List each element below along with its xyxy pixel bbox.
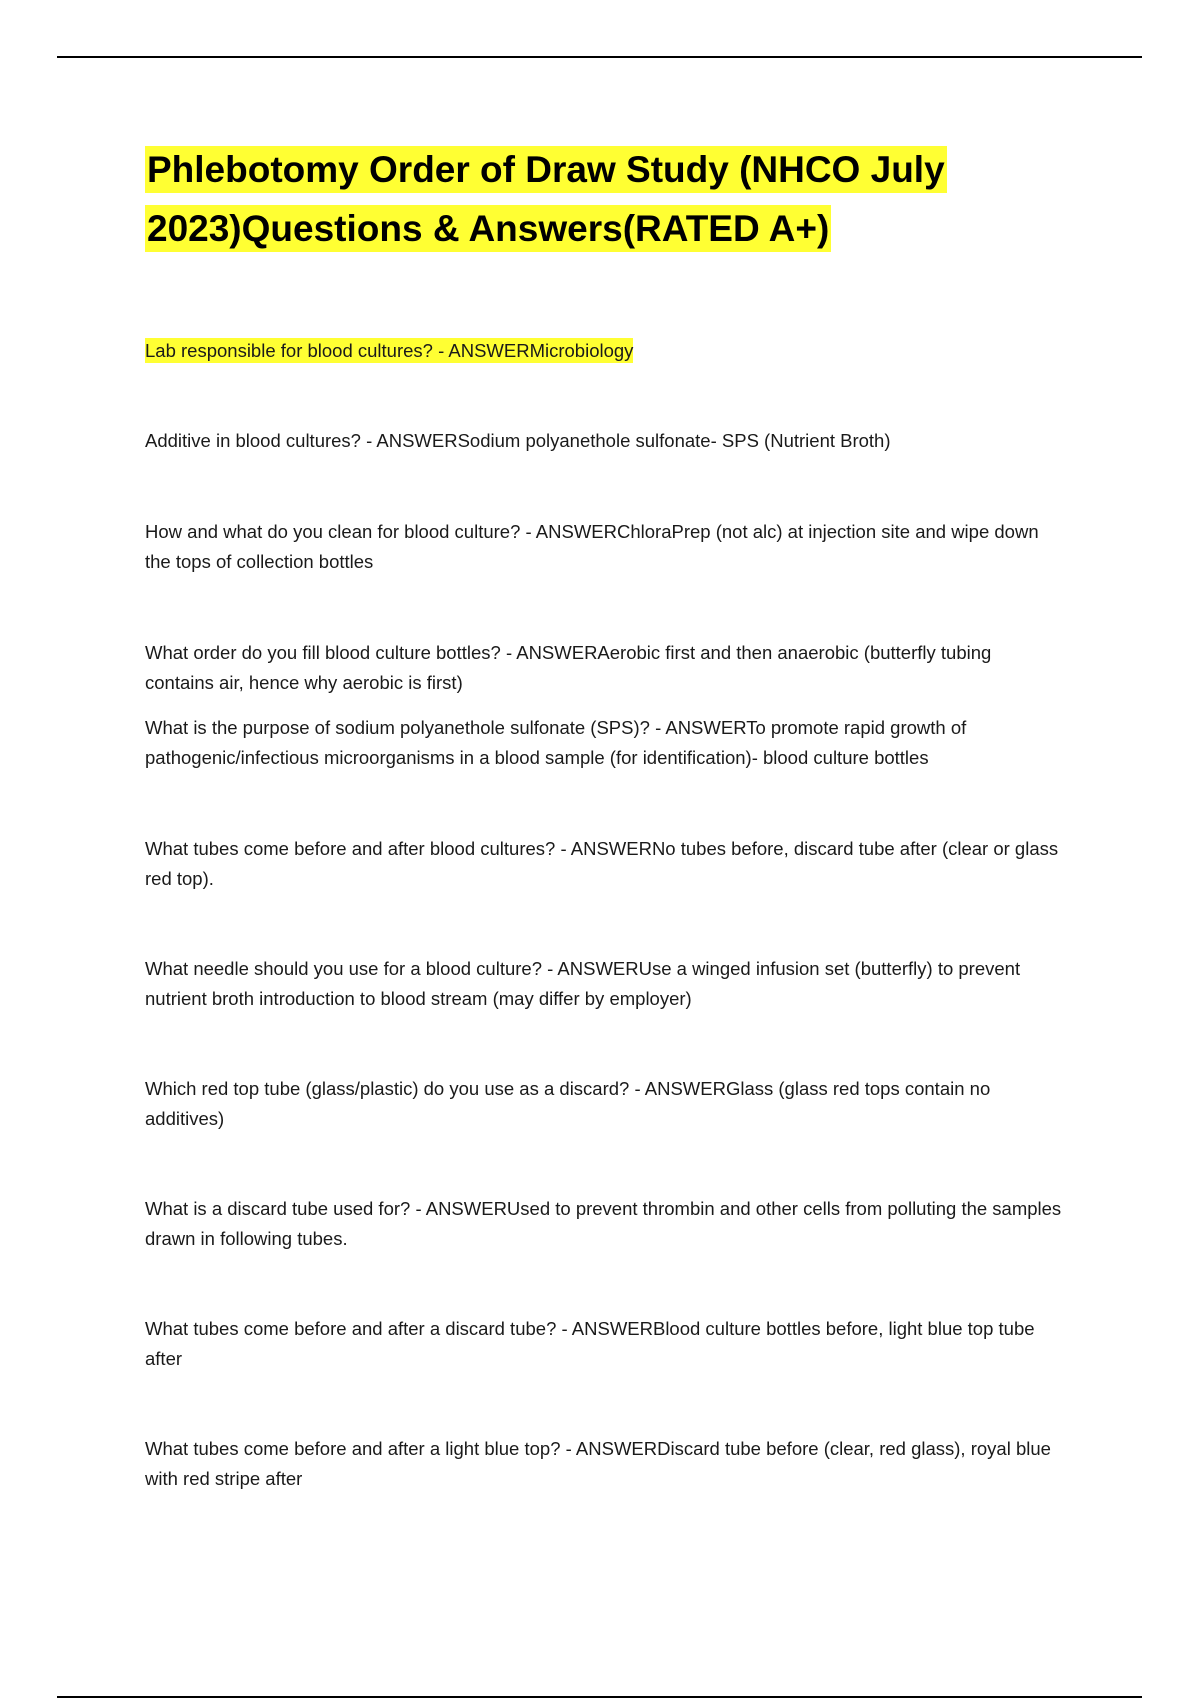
qa-item: Additive in blood cultures? - ANSWERSodium polyanethole sulfonate- SPS (Nutrient Broth) — [145, 430, 891, 451]
qa-item: What tubes come before and after blood cultures? - ANSWERNo tubes before, discard tube after (clear or glass red top). — [145, 838, 1059, 889]
qa-item: What tubes come before and after a discard tube? - ANSWERBlood culture bottles before, light blue top tube after — [145, 1318, 1035, 1369]
document-title: Phlebotomy Order of Draw Study (NHCO July 2023)Questions & Answers(RATED A+) — [145, 140, 1065, 258]
qa-list — [145, 336, 1065, 1494]
qa-item: What order do you fill blood culture bottles? - ANSWERAerobic first and then anaerobic (butterfly tubing contains air, hence why aerobic is first) — [145, 642, 992, 693]
qa-item: What needle should you use for a blood culture? - ANSWERUse a winged infusion set (butterfly) to prevent nutrient broth introduction to blood stream (may differ by employer) — [145, 958, 1021, 1009]
qa-item: What is a discard tube used for? - ANSWERUsed to prevent thrombin and other cells from polluting the samples drawn in following tubes. — [145, 1198, 1062, 1249]
qa-item: Lab responsible for blood cultures? - ANSWERMicrobiology — [145, 340, 634, 361]
bottom-divider — [57, 1696, 1142, 1698]
top-divider — [57, 56, 1142, 58]
qa-item: What is the purpose of sodium polyanethole sulfonate (SPS)? - ANSWERTo promote rapid growth of pathogenic/infectious microorganisms in a blood sample (for identification)- blood culture bottles — [145, 717, 967, 768]
qa-item: Which red top tube (glass/plastic) do you use as a discard? - ANSWERGlass (glass red tops contain no additives) — [145, 1078, 991, 1129]
qa-item: How and what do you clean for blood culture? - ANSWERChloraPrep (not alc) at injection site and wipe down the tops of collection bottles — [145, 521, 1039, 572]
qa-item: What tubes come before and after a light blue top? - ANSWERDiscard tube before (clear, red glass), royal blue with red stripe after — [145, 1438, 1051, 1489]
document-body — [145, 140, 1065, 1494]
